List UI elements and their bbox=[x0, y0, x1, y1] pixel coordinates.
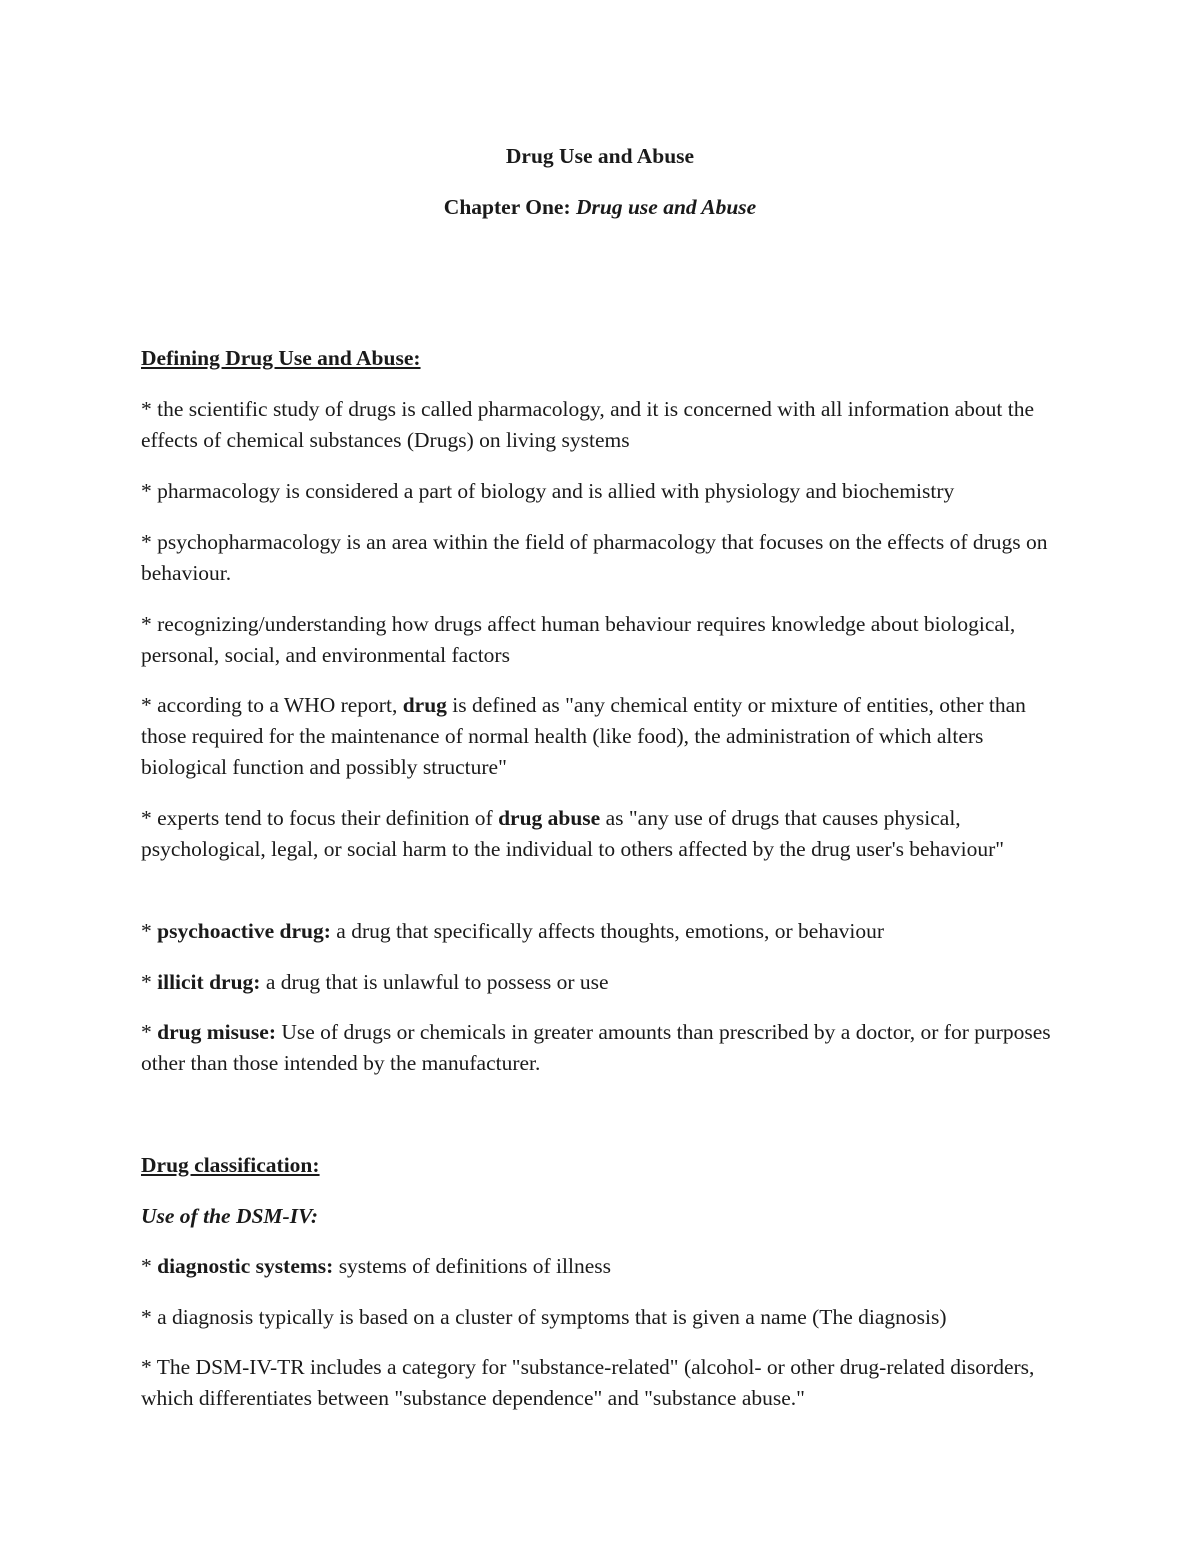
term-drug: drug bbox=[402, 693, 447, 717]
paragraph-drug-misuse: * drug misuse: Use of drugs or chemicals in greater amounts than prescribed by a doctor, or for purposes other than those intended by the manufacturer. bbox=[141, 1020, 1051, 1075]
subheading-dsm: Use of the DSM-IV: bbox=[141, 1204, 318, 1228]
paragraph: * pharmacology is considered a part of biology and is allied with physiology and biochemistry bbox=[141, 479, 955, 503]
document-title: Drug Use and Abuse bbox=[505, 144, 695, 168]
section-heading-classification: Drug classification: bbox=[141, 1153, 320, 1177]
term-drug-misuse: drug misuse: bbox=[157, 1020, 276, 1044]
paragraph: * a diagnosis typically is based on a cluster of symptoms that is given a name (The diagnosis) bbox=[141, 1305, 947, 1329]
paragraph-drug-definition: * according to a WHO report, drug is defined as "any chemical entity or mixture of entities, other than those required for the maintenance of normal health (like food), the administration of which alters biological function and possibly structure" bbox=[141, 693, 1026, 779]
paragraph-drug-abuse-definition: * experts tend to focus their definition of drug abuse as "any use of drugs that causes physical, psychological, legal, or social harm to the individual to others affected by the drug user's behaviour" bbox=[141, 806, 1005, 861]
term-drug-abuse: drug abuse bbox=[498, 806, 601, 830]
paragraph: * psychopharmacology is an area within the field of pharmacology that focuses on the effects of drugs on behaviour. bbox=[141, 530, 1048, 585]
paragraph: * recognizing/understanding how drugs affect human behaviour requires knowledge about biological, personal, social, and environmental factors bbox=[141, 612, 1016, 667]
paragraph-diagnostic-systems: * diagnostic systems: systems of definitions of illness bbox=[141, 1254, 612, 1278]
term-diagnostic-systems: diagnostic systems: bbox=[157, 1254, 334, 1278]
chapter-name: Drug use and Abuse bbox=[575, 195, 757, 219]
term-psychoactive-drug: psychoactive drug: bbox=[157, 919, 331, 943]
section-heading-defining: Defining Drug Use and Abuse: bbox=[141, 346, 421, 370]
term-illicit-drug: illicit drug: bbox=[157, 970, 261, 994]
chapter-heading bbox=[0, 192, 1200, 223]
chapter-label: Chapter One: bbox=[443, 195, 576, 219]
paragraph: * the scientific study of drugs is called pharmacology, and it is concerned with all information about the effects of chemical substances (Drugs) on living systems bbox=[141, 397, 1035, 452]
paragraph-psychoactive-drug: * psychoactive drug: a drug that specifically affects thoughts, emotions, or behaviour bbox=[141, 919, 885, 943]
paragraph-illicit-drug: * illicit drug: a drug that is unlawful to possess or use bbox=[141, 970, 609, 994]
paragraph: * The DSM-IV-TR includes a category for "substance-related" (alcohol- or other drug-related disorders, which differentiates between "substance dependence" and "substance abuse." bbox=[141, 1355, 1035, 1410]
